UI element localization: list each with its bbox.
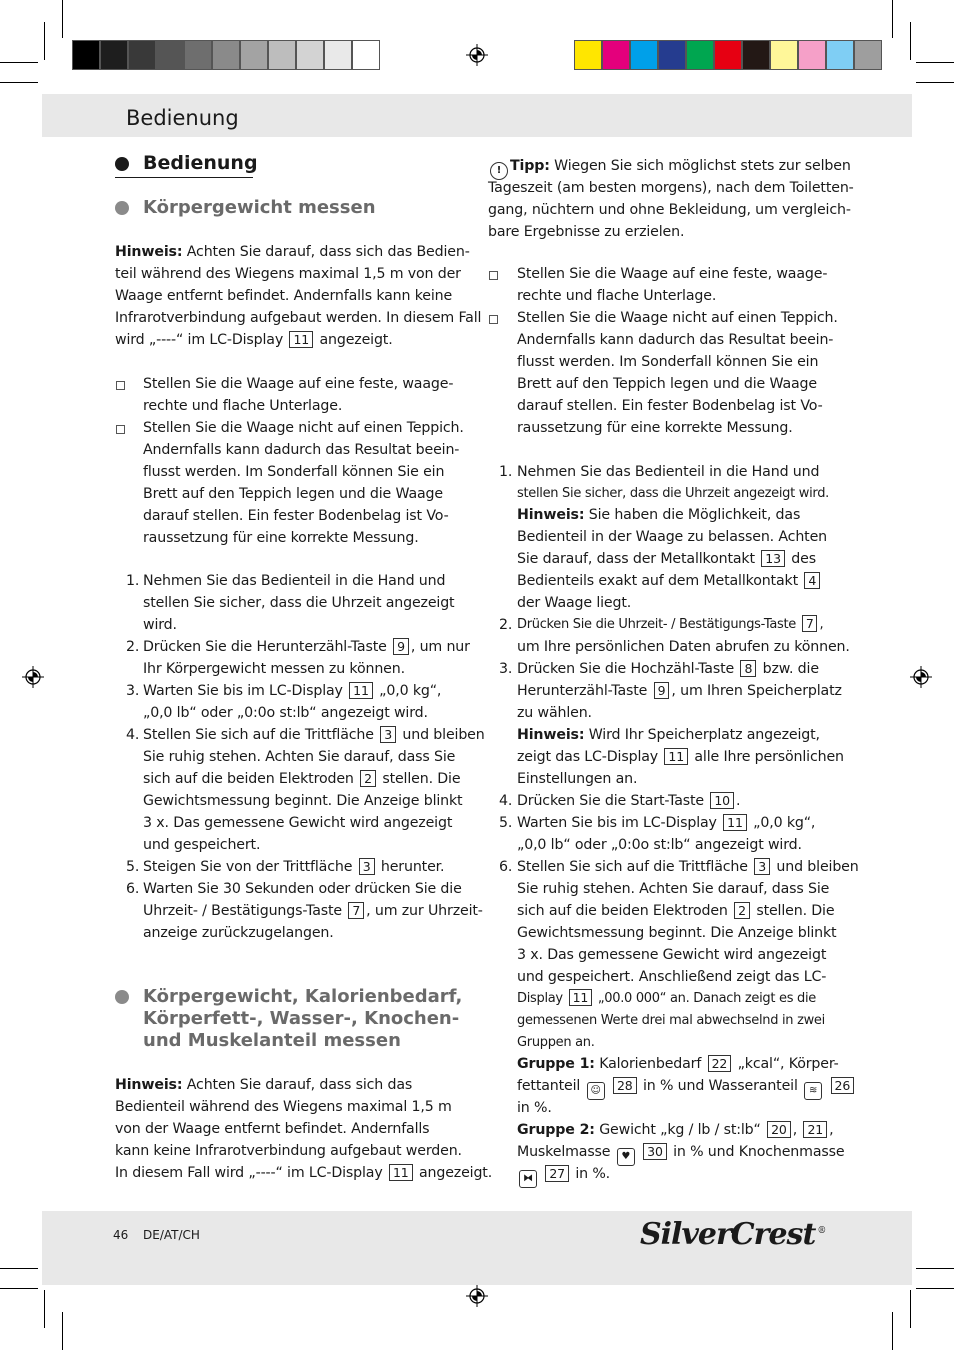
color-swatch xyxy=(72,40,100,70)
bullet-line: Brett auf den Teppich legen und die Waage xyxy=(143,486,443,502)
step-line: sich auf die beiden Elektroden 2 stellen. Die xyxy=(517,903,835,919)
group-line: Gruppe 1: Kalorienbedarf 22 „kcal“, Körper- xyxy=(517,1056,839,1072)
crop-mark xyxy=(62,1312,63,1350)
group-line: in %. xyxy=(517,1100,552,1116)
bullet-line: darauf stellen. Ein fester Bodenbelag ist Vo- xyxy=(143,508,449,524)
ref-number: 30 xyxy=(643,1143,667,1160)
bullet-line: flusst werden. Im Sonderfall können Sie ein xyxy=(517,354,819,370)
checkbox-bullet-icon xyxy=(116,381,125,390)
step-line: Nehmen Sie das Bedienteil in die Hand und xyxy=(143,573,446,589)
step-line: Gruppen an. xyxy=(517,1035,595,1050)
subsection-title-line: Körperfett-, Wasser-, Knochen- xyxy=(143,1008,460,1029)
ref-number: 22 xyxy=(708,1055,732,1072)
color-swatch xyxy=(630,40,658,70)
bullet-line: Andernfalls kann dadurch das Resultat beein- xyxy=(517,332,834,348)
tip-line: Tageszeit (am besten morgens), nach dem Toiletten- xyxy=(488,180,854,196)
color-swatch xyxy=(574,40,602,70)
step-line: Warten Sie bis im LC-Display 11 „0,0 kg“, xyxy=(143,683,442,699)
note-line: Bedienteil während des Wiegens maximal 1,5 m xyxy=(115,1099,452,1115)
step-line: und gespeichert. Anschließend zeigt das LC- xyxy=(517,969,827,985)
registration-mark-icon xyxy=(466,44,488,66)
color-swatch xyxy=(714,40,742,70)
note-line: Waage entfernt befindet. Andernfalls kann keine xyxy=(115,288,453,304)
crop-mark xyxy=(44,1290,45,1328)
step-line: Drücken Sie die Herunterzähl-Taste 9 , um nur xyxy=(143,639,470,655)
step-number: 4. xyxy=(499,793,513,809)
ref-number: 11 xyxy=(289,331,313,348)
ref-number: 11 xyxy=(389,1164,413,1181)
step-line: 3 x. Das gemessene Gewicht wird angezeigt xyxy=(517,947,827,963)
section-bullet-icon xyxy=(115,157,129,171)
color-swatch xyxy=(184,40,212,70)
ref-number: 11 xyxy=(664,748,688,765)
bullet-line: rechte und flache Unterlage. xyxy=(143,398,343,414)
color-swatch xyxy=(324,40,352,70)
ref-number: 7 xyxy=(348,902,364,919)
color-swatch xyxy=(686,40,714,70)
step-line: Hinweis: Wird Ihr Speicherplatz angezeigt, xyxy=(517,727,820,743)
step-number: 5. xyxy=(499,815,513,831)
color-swatch xyxy=(602,40,630,70)
step-line: Bedienteil in der Waage zu belassen. Achten xyxy=(517,529,828,545)
muscle-icon: ♥ xyxy=(617,1148,635,1166)
checkbox-bullet-icon xyxy=(489,315,498,324)
step-line: Sie ruhig stehen. Achten Sie darauf, dass Sie xyxy=(143,749,456,765)
bullet-line: raussetzung für eine korrekte Messung. xyxy=(517,420,793,436)
ref-number: 3 xyxy=(380,726,396,743)
subsection-title-line: Körpergewicht, Kalorienbedarf, xyxy=(143,986,463,1007)
ref-number: 10 xyxy=(710,792,734,809)
bone-icon: ⧓ xyxy=(519,1170,537,1188)
step-line: Steigen Sie von der Trittfläche 3 herunter. xyxy=(143,859,445,875)
step-line: Display 11 „00.0 000“ an. Danach zeigt es die xyxy=(517,990,816,1006)
note-line: kann keine Infrarotverbindung aufgebaut werden. xyxy=(115,1143,462,1159)
ref-number: 7 xyxy=(802,615,818,632)
ref-number: 2 xyxy=(734,902,750,919)
note-line: Hinweis: Achten Sie darauf, dass sich das xyxy=(115,1077,413,1093)
step-line: Drücken Sie die Hochzähl-Taste 8 bzw. die xyxy=(517,661,819,677)
registration-mark-icon xyxy=(466,1285,488,1307)
ref-number: 27 xyxy=(545,1165,569,1182)
exclamation-icon: ! xyxy=(490,162,508,180)
step-number: 1. xyxy=(499,464,513,480)
section-underline xyxy=(115,177,253,178)
ref-number: 2 xyxy=(360,770,376,787)
color-swatch xyxy=(212,40,240,70)
step-line: Herunterzähl-Taste 9 , um Ihren Speicherplatz xyxy=(517,683,842,699)
registration-mark-icon xyxy=(910,666,932,688)
subsection-bullet-icon xyxy=(115,990,129,1004)
ref-number: 3 xyxy=(359,858,375,875)
step-number: 2. xyxy=(126,639,140,655)
color-swatch xyxy=(352,40,380,70)
color-swatch xyxy=(658,40,686,70)
color-swatch xyxy=(798,40,826,70)
color-swatch xyxy=(240,40,268,70)
brand-logo: SilverCrest ® xyxy=(640,1217,826,1252)
tip-line: ! Tipp: Wiegen Sie sich möglichst stets zur selben xyxy=(488,155,851,180)
bullet-line: Brett auf den Teppich legen und die Waage xyxy=(517,376,817,392)
step-line: zeigt das LC-Display 11 alle Ihre persönlichen xyxy=(517,749,844,765)
step-line: „0,0 lb“ oder „0:0o st:lb“ angezeigt wird. xyxy=(517,837,802,853)
water-icon: ≋ xyxy=(804,1082,822,1100)
subsection-bullet-icon xyxy=(115,201,129,215)
note-line: teil während des Wiegens maximal 1,5 m von der xyxy=(115,266,461,282)
crop-mark xyxy=(910,22,911,60)
step-line: Sie ruhig stehen. Achten Sie darauf, dass Sie xyxy=(517,881,830,897)
crop-mark xyxy=(0,62,38,63)
step-line: stellen Sie sicher, dass die Uhrzeit angezeigt wird. xyxy=(517,486,830,501)
note-line: wird „----“ im LC-Display 11 angezeigt. xyxy=(115,332,393,348)
step-line: Warten Sie 30 Sekunden oder drücken Sie die xyxy=(143,881,462,897)
crop-mark xyxy=(892,1312,893,1350)
color-swatch xyxy=(296,40,324,70)
bullet-line: Stellen Sie die Waage nicht auf einen Teppich. xyxy=(143,420,464,436)
step-number: 3. xyxy=(126,683,140,699)
step-line: Ihr Körpergewicht messen zu können. xyxy=(143,661,405,677)
step-line: der Waage liegt. xyxy=(517,595,632,611)
bullet-line: Stellen Sie die Waage auf eine feste, waage- xyxy=(517,266,828,282)
step-number: 3. xyxy=(499,661,513,677)
bullet-line: Andernfalls kann dadurch das Resultat beein- xyxy=(143,442,460,458)
step-line: sich auf die beiden Elektroden 2 stellen. Die xyxy=(143,771,461,787)
step-line: Sie darauf, dass der Metallkontakt 13 des xyxy=(517,551,816,567)
color-swatch xyxy=(268,40,296,70)
step-line: Bedienteils exakt auf dem Metallkontakt 4 xyxy=(517,570,822,592)
step-number: 4. xyxy=(126,727,140,743)
crop-mark xyxy=(44,22,45,60)
crop-mark xyxy=(916,62,954,63)
step-number: 6. xyxy=(499,859,513,875)
ref-number: 4 xyxy=(804,572,820,589)
step-line: Stellen Sie sich auf die Trittfläche 3 und bleiben xyxy=(517,859,859,875)
step-number: 2. xyxy=(499,617,513,633)
step-line: und gespeichert. xyxy=(143,837,261,853)
color-swatch xyxy=(742,40,770,70)
crop-mark xyxy=(0,82,38,83)
step-line: anzeige zurückzugelangen. xyxy=(143,925,334,941)
crop-mark xyxy=(916,1268,954,1269)
ref-number: 11 xyxy=(569,989,592,1006)
step-line: Hinweis: Sie haben die Möglichkeit, das xyxy=(517,507,801,523)
checkbox-bullet-icon xyxy=(116,425,125,434)
ref-number: 11 xyxy=(349,682,373,699)
tip-line: gang, nüchtern und ohne Bekleidung, um vergleich- xyxy=(488,202,851,218)
ref-number: 8 xyxy=(740,660,756,677)
crop-mark xyxy=(0,1288,38,1289)
body-fat-icon: ☺ xyxy=(587,1082,605,1100)
crop-mark xyxy=(0,1268,38,1269)
color-swatch xyxy=(770,40,798,70)
page-title: Bedienung xyxy=(126,106,239,130)
step-line: um Ihre persönlichen Daten abrufen zu können. xyxy=(517,639,850,655)
step-line: gemessenen Werte drei mal abwechselnd in zwei xyxy=(517,1013,825,1028)
step-line: zu wählen. xyxy=(517,705,592,721)
color-swatch xyxy=(156,40,184,70)
note-line: Hinweis: Achten Sie darauf, dass sich das Bedien- xyxy=(115,244,470,260)
crop-mark xyxy=(62,0,63,38)
crop-mark xyxy=(916,1288,954,1289)
step-number: 6. xyxy=(126,881,140,897)
bullet-line: raussetzung für eine korrekte Messung. xyxy=(143,530,419,546)
bullet-line: rechte und flache Unterlage. xyxy=(517,288,717,304)
step-number: 1. xyxy=(126,573,140,589)
ref-number: 9 xyxy=(654,682,670,699)
bullet-line: Stellen Sie die Waage auf eine feste, waage- xyxy=(143,376,454,392)
step-number: 5. xyxy=(126,859,140,875)
note-line: von der Waage entfernt befindet. Andernfalls xyxy=(115,1121,430,1137)
registration-mark-icon xyxy=(22,666,44,688)
page-number: 46 xyxy=(113,1228,129,1242)
step-line: Nehmen Sie das Bedienteil in die Hand und xyxy=(517,464,820,480)
step-line: Stellen Sie sich auf die Trittfläche 3 und bleiben xyxy=(143,727,485,743)
group-line: Muskelmasse ♥ 30 in % und Knochenmasse xyxy=(517,1141,844,1166)
checkbox-bullet-icon xyxy=(489,271,498,280)
step-line: Einstellungen an. xyxy=(517,771,638,787)
subsection-title-line: und Muskelanteil messen xyxy=(143,1030,401,1051)
step-line: Gewichtsmessung beginnt. Die Anzeige blinkt xyxy=(517,925,837,941)
ref-number: 3 xyxy=(754,858,770,875)
color-swatch xyxy=(854,40,882,70)
ref-number: 28 xyxy=(613,1077,637,1094)
step-line: Drücken Sie die Start-Taste 10 . xyxy=(517,793,741,809)
ref-number: 13 xyxy=(761,550,785,567)
ref-number: 21 xyxy=(803,1121,827,1138)
step-line: Gewichtsmessung beginnt. Die Anzeige blinkt xyxy=(143,793,463,809)
bullet-line: darauf stellen. Ein fester Bodenbelag ist Vo- xyxy=(517,398,823,414)
ref-number: 20 xyxy=(767,1121,791,1138)
step-line: stellen Sie sicher, dass die Uhrzeit angezeigt xyxy=(143,595,455,611)
color-swatch xyxy=(100,40,128,70)
ref-number: 9 xyxy=(393,638,409,655)
ref-number: 11 xyxy=(723,814,747,831)
step-line: 3 x. Das gemessene Gewicht wird angezeigt xyxy=(143,815,453,831)
section-title: Bedienung xyxy=(143,152,258,174)
step-line: Uhrzeit- / Bestätigungs-Taste 7 , um zur Uhrzeit- xyxy=(143,903,483,919)
group-line: ⧓ 27 in %. xyxy=(517,1163,610,1188)
step-line: „0,0 lb“ oder „0:0o st:lb“ angezeigt wird. xyxy=(143,705,428,721)
ref-number: 26 xyxy=(831,1077,855,1094)
subsection-title: Körpergewicht messen xyxy=(143,197,376,218)
color-swatch xyxy=(826,40,854,70)
step-line: Warten Sie bis im LC-Display 11 „0,0 kg“, xyxy=(517,815,816,831)
crop-mark xyxy=(916,82,954,83)
color-swatch xyxy=(128,40,156,70)
bullet-line: flusst werden. Im Sonderfall können Sie ein xyxy=(143,464,445,480)
bullet-line: Stellen Sie die Waage nicht auf einen Teppich. xyxy=(517,310,838,326)
step-line: Drücken Sie die Uhrzeit- / Bestätigungs-Taste 7 , xyxy=(517,616,824,632)
group-line: Gruppe 2: Gewicht „kg / lb / st:lb“ 20 , 21 , xyxy=(517,1122,834,1138)
note-line: Infrarotverbindung aufgebaut werden. In diesem Fall xyxy=(115,310,482,326)
step-line: wird. xyxy=(143,617,177,633)
tip-line: bare Ergebnisse zu erzielen. xyxy=(488,224,685,240)
crop-mark xyxy=(892,0,893,38)
note-line: In diesem Fall wird „----“ im LC-Display 11 angezeigt. xyxy=(115,1165,493,1181)
group-line: fettanteil ☺ 28 in % und Wasseranteil ≋ 26 xyxy=(517,1075,856,1100)
crop-mark xyxy=(910,1290,911,1328)
region-label: DE/AT/CH xyxy=(143,1228,200,1242)
